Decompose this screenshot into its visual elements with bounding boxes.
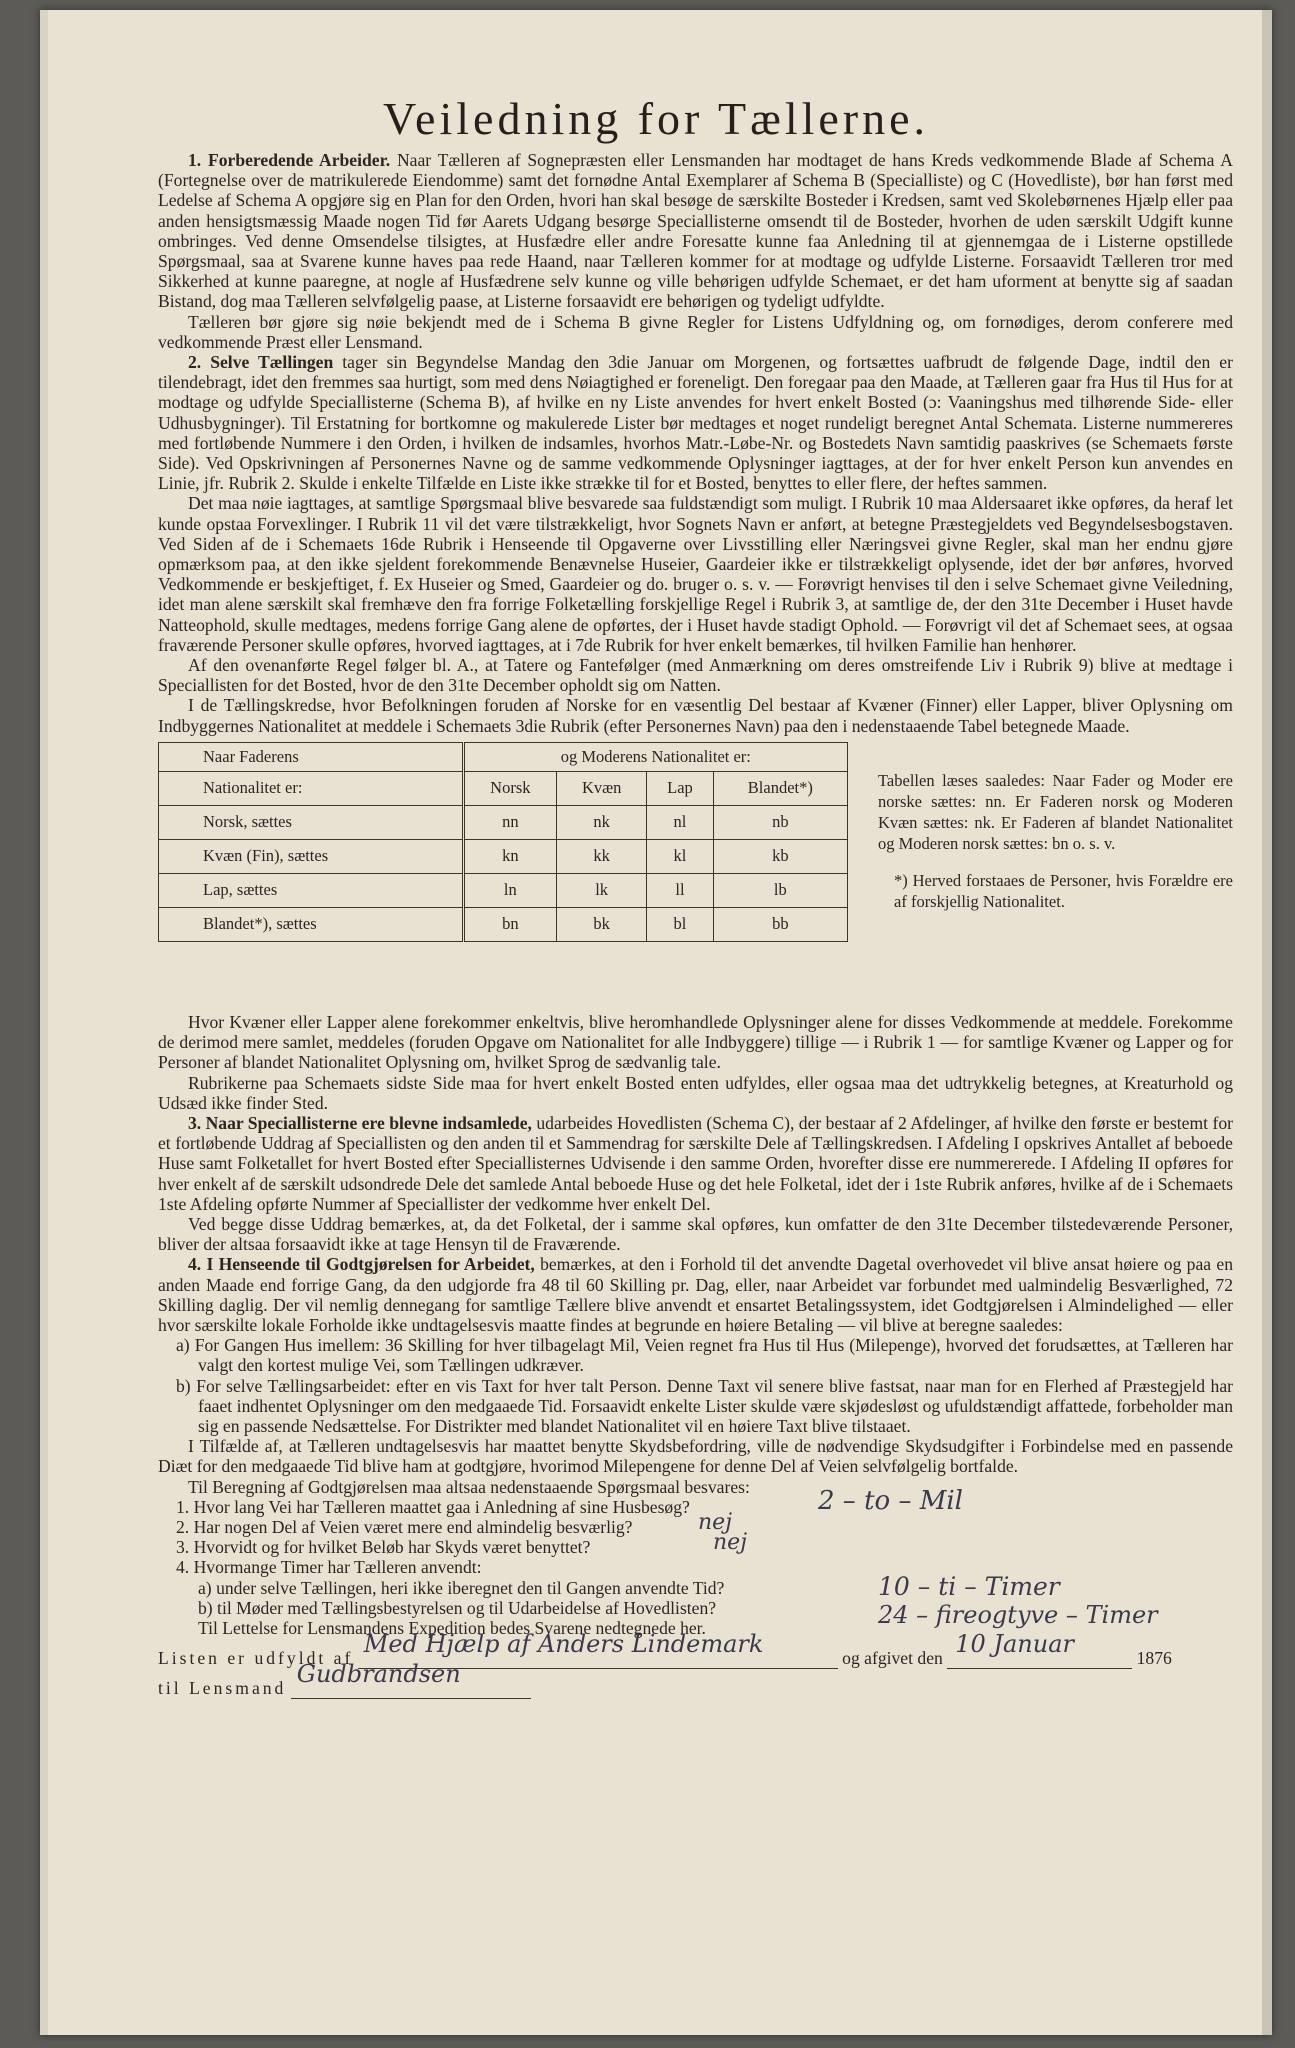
question-text: 4. Hvormange Timer har Tælleren anvendt:	[176, 1557, 482, 1578]
closing-note-text: Til Lettelse for Lensmandens Expedition bedes Svarene nedtegnede her.	[198, 1617, 706, 1638]
section-2-paragraph-4: I de Tællingskredse, hvor Befolkningen foruden af Norske for en væsentlig Del bestaar af Kvæner (Finner) eller Lapper, bliver Oplysning om Indbyggernes Nationalitet at meddele i Schemaets 3die Rubrik (efter Personernes Navn) paa den i nedenstaaende Tabel betegnede Maade.	[158, 695, 1233, 736]
section-2-paragraph-5: Hvor Kvæner eller Lapper alene forekommer enkeltvis, blive heromhandlede Oplysninger alene for disses Vedkommende at meddele. Forekomme de derimod mere samlet, meddeles (foruden Opgave om Nationalitet for alle Indbyggere) tillige — i Rubrik 1 — for samtlige Kvæner og Lapper og for Personer af blandet Nationalitet Oplysning om, hvilket Sprog de sædvanlig tale.	[158, 1011, 1233, 1073]
question-1	[158, 1497, 1233, 1517]
row-label: Kvæn (Fin), sættes	[159, 839, 464, 873]
table-head-mother: og Moderens Nationalitet er:	[463, 742, 847, 771]
question-4	[158, 1557, 1233, 1577]
table-col-header: Lap	[647, 771, 713, 805]
sig-text-2: og afgivet den	[842, 1648, 943, 1669]
instructions-body	[158, 150, 1233, 1708]
answer-3-handwritten: nej	[713, 1529, 748, 1555]
row-label: Lap, sættes	[159, 873, 464, 907]
section-1-paragraph-2: Tælleren bør gjøre sig nøie bekjendt med de i Schema B givne Regler for Listens Udfyldning og, om fornødiges, derom conferere med vedkommende Præst eller Lensmand.	[158, 311, 1233, 352]
table-cell: ln	[463, 873, 556, 907]
table-cell: bk	[557, 907, 647, 941]
sig-date-field	[947, 1630, 1132, 1669]
table-cell: nl	[647, 805, 713, 839]
question-text: b) til Møder med Tællingsbestyrelsen og til Udarbeidelse af Hovedlisten?	[198, 1597, 717, 1618]
section-2-paragraph-1	[158, 352, 1233, 493]
table-cell: lk	[557, 873, 647, 907]
sig-text-1: Listen er udfyldt af	[158, 1648, 354, 1669]
table-head-father-1: Naar Faderens	[159, 742, 464, 771]
sig-hand-1: Med Hjælp af Anders Lindemark	[363, 1630, 764, 1659]
table-col-header: Norsk	[463, 771, 556, 805]
section-4-paragraph-1	[158, 1254, 1233, 1335]
signature-line-2	[158, 1660, 1233, 1708]
table-footnote: *) Herved forstaaes de Personer, hvis Forældre ere af forskjellig Nationalitet.	[894, 870, 1233, 911]
section-4-text: bemærkes, at den i Forhold til det anvendte Dagetal overhovedet vil blive ansat høiere og paa en anden Maade end forrige Gang, da den udgjorde fra 48 til 60 Skilling pr. Dag, eller, naar Arbeidet var forbundet med ualmindelig Besværlighed, 72 Skilling daglig. Der vil nemlig dennegang for samtlige Tællere blive anvendt et ensartet Betalingssystem, idet Godtgjørelsen i Almindelighed — eller hvor særskilte lokale Forholde ikke undtagelsesvis maatte findes at begrunde en høiere Betaling — vil blive at beregne saaledes:	[158, 1254, 1233, 1335]
section-1-heading: 1. Forberedende Arbeider.	[188, 150, 391, 170]
payment-item-b: b) For selve Tællingsarbeidet: efter en vis Taxt for hver talt Person. Denne Taxt vil senere blive fastsat, naar man for en Flerhed af Præstegjeld har faaet indhentet Oplysninger om den medgaaede Tid. Forsaavidt enkelte Lister skulde være skjødesløst og ufuldstændigt affattede, forbeholder man sig en passende Nedsættelse. For Distrikter med blandet Nationalitet vil en høiere Taxt blive tilstaaet.	[176, 1375, 1233, 1436]
payment-items	[158, 1335, 1233, 1436]
sig-hand-date: 10 Januar	[955, 1630, 1074, 1659]
table-col-header: Kvæn	[557, 771, 647, 805]
section-2-paragraph-3: Af den ovenanførte Regel følger bl. A., at Tatere og Fantefølger (med Anmærkning om deres omstreifende Liv i Rubrik 9) blive at medtage i Speciallisten for det Bosted, hvor de den 31te December opholdt sig om Natten.	[158, 655, 1233, 696]
table-cell: kk	[557, 839, 647, 873]
row-label: Blandet*), sættes	[159, 907, 464, 941]
section-2-paragraph-2: Det maa nøie iagttages, at samtlige Spørgsmaal blive besvarede saa fuldstændigt som muligt. I Rubrik 10 maa Aldersaaret ikke opføres, da heraf let kunde opstaa Forvexlinger. I Rubrik 11 vil det være tilstrækkeligt, hvor Sognets Navn er anført, at betegne Præstegjeldets ved Begyndelsesbogstaven. Ved Siden af de i Schemaets 16de Rubrik i Henseende til Opgaverne over Livsstilling eller Næringsvei givne Regler, skal man her endnu gjøre opmærksom paa, at den ikke sjeldent forekommende Benævnelse Huseier, Gaardeier ikke er tilstrækkeligt oplysende, idet der bør anføres, hvorved Vedkommende er beskjeftiget, f. Ex Huseier og Smed, Gaardeier og do. bruger o. s. v. — Forøvrigt henvises til den i selve Schemaet givne Veiledning, idet man alene særskilt skal fremhæve den fra forrige Folketælling forskjellige Regel i Rubrik 3, at samtlige de, der den 31te December i Huset havde Natteophold, skulle medtages, medens forrige Gang alene de opførtes, der i Huset havde stadigt Ophold. — Forøvrigt vil det af Schemaet sees, at ogsaa fraværende Personer skulle opføres, hvorved iagttages, at i 7de Rubrik for hver enkelt bemærkes, til hvilken Familie han henhører.	[158, 493, 1233, 655]
section-2-heading: 2. Selve Tællingen	[188, 352, 334, 373]
question-text: 1. Hvor lang Vei har Tælleren maattet gaa i Anledning af sine Husbesøg?	[176, 1496, 690, 1517]
question-text: 2. Har nogen Del af Veien været mere end almindelig besværlig?	[176, 1516, 633, 1537]
table-cell: bn	[463, 907, 556, 941]
question-3	[158, 1537, 1233, 1557]
table-cell: lb	[713, 873, 847, 907]
table-cell: kn	[463, 839, 556, 873]
sig-hand-2: Gudbrandsen	[296, 1660, 461, 1689]
table-head-father-2: Nationalitet er:	[159, 771, 464, 805]
table-cell: nn	[463, 805, 556, 839]
page-title: Veiledning for Tællerne.	[382, 93, 930, 144]
sig-field-2	[291, 1660, 531, 1699]
table-cell: kb	[713, 839, 847, 873]
payment-item-a: a) For Gangen Hus imellem: 36 Skilling for hver tilbagelagt Mil, Veien regnet fra Hus til Hus (Milepenge), hvorved det forudsættes, at Tælleren har valgt den kortest mulige Vei, som Tællingen udkræver.	[176, 1335, 1233, 1376]
section-4-paragraph-2: I Tilfælde af, at Tælleren undtagelsesvis har maattet benytte Skydsbefordring, ville de nødvendige Skydsudgifter i Forbindelse med en passende Diæt for den medgaaede Tid blive ham at godtgjøre, hvorimod Milepengene for denne Del af Veien selvfølgelig bortfalde.	[158, 1436, 1233, 1477]
page-left-edge	[40, 10, 48, 2035]
section-2-paragraph-6: Rubrikerne paa Schemaets sidste Side maa for hvert enkelt Bosted enten udfyldes, eller ogsaa maa det udtrykkelig betegnes, at Kreaturhold og Udsæd ikke finder Sted.	[158, 1072, 1233, 1113]
table-row	[159, 839, 848, 873]
answer-2-handwritten: nej	[698, 1509, 733, 1535]
sig-text-3: til Lensmand	[158, 1678, 287, 1699]
row-label: Norsk, sættes	[159, 805, 464, 839]
table-col-header: Blandet*)	[713, 771, 847, 805]
page-right-edge	[1262, 10, 1272, 2035]
sig-year: 1876	[1136, 1648, 1172, 1669]
answer-4b-handwritten: 24 – fireogtyve – Timer	[878, 1600, 1158, 1629]
document-page	[40, 10, 1272, 2035]
answer-4a-handwritten: 10 – ti – Timer	[878, 1571, 1060, 1601]
table-row	[159, 805, 848, 839]
section-1-paragraph-1	[158, 150, 1233, 312]
table-cell: nb	[713, 805, 847, 839]
question-4a	[158, 1571, 1233, 1601]
table-cell: ll	[647, 873, 713, 907]
table-note: Tabellen læses saaledes: Naar Fader og Moder ere norske sættes: nn. Er Faderen norsk og Moderen Kvæn sættes: nk. Er Faderen af blandet Nationalitet og Moderen norsk sættes: bn o. s. v.	[878, 770, 1233, 853]
section-3-heading: 3. Naar Speciallisterne ere blevne indsamlede,	[188, 1112, 532, 1133]
question-text: 3. Hvorvidt og for hvilket Beløb har Skyds været benyttet?	[176, 1537, 591, 1558]
section-4-heading: 4. I Henseende til Godtgjørelsen for Arbeidet,	[188, 1254, 535, 1275]
table-explanation	[878, 770, 1233, 912]
section-3-paragraph-2: Ved begge disse Uddrag bemærkes, at, da det Folketal, der i samme skal opføres, kun omfatter de den 31te December tilstedeværende Personer, bliver der altsaa forsaavidt ikke at tage Hensyn til de Fraværende.	[158, 1213, 1233, 1255]
nationality-table-block	[158, 742, 1233, 1004]
answer-1-handwritten: 2 – to – Mil	[818, 1485, 963, 1516]
table-cell: kl	[647, 839, 713, 873]
section-4-paragraph-3: Til Beregning af Godtgjørelsen maa altsaa nedenstaaende Spørgsmaal besvares:	[188, 1476, 750, 1497]
table-cell: nk	[557, 805, 647, 839]
section-1-text: Naar Tælleren af Sognepræsten eller Lensmanden har modtaget de hans Kreds vedkommende Blade af Schema A (Fortegnelse over de matrikulerede Eiendomme) samt det fornødne Antal Exemplarer af Schema B (Specialliste) og C (Hovedliste), bør han først med Ledelse af Schema A opgjøre sig en Plan for den Orden, hvori han skal besøge de særskilte Bosteder i Kredsen, samt ved Skolebørnenes Hjælp eller paa anden hensigtsmæssig Maade nogen Tid før Aarets Udgang besørge Speciallisterne omsendt til de Bosteder, hvorhen de uden særskilt Udgift kunne ombringes. Ved denne Omsendelse tilsigtes, at Husfædre eller andre Foresatte kunne faa Anledning til at gjennemgaa de i Listerne opstillede Spørgsmaal, saa at Svarene kunne haves paa rede Haand, naar Tælleren kommer for at modtage og udfylde Listerne. Forsaavidt Tælleren tror med Sikkerhed at kunne paaregne, at nogle af Husfædrene selv kunne og ville behørigen udfylde Schemaet, er det ham uforment at benytte sig af saadan Bistand, dog maa Tælleren selvfølgelig paase, at Listerne forsaavidt ere behørigen og tydeligt udfyldte.	[158, 150, 1233, 312]
section-3-paragraph-1	[158, 1113, 1233, 1214]
table-row	[159, 907, 848, 941]
question-text: a) under selve Tællingen, heri ikke iberegnet den til Gangen anvendte Tid?	[198, 1577, 725, 1598]
table-row	[159, 873, 848, 907]
table-cell: bb	[713, 907, 847, 941]
nationality-table	[158, 742, 848, 942]
question-2	[158, 1517, 1233, 1537]
table-cell: bl	[647, 907, 713, 941]
section-2-text: tager sin Begyndelse Mandag den 3die Januar om Morgenen, og fortsættes uafbrudt de følgende Dage, indtil den er tilendebragt, idet den fremmes saa hurtigt, som med dens Nøiagtighed er foreneligt. Den foregaar paa den Maade, at Tælleren gaar fra Hus til Hus for at modtage og udfylde Speciallisterne (Schema B), af hvilke en ny Liste anvendes for hvert enkelt Bosted (ɔ: Vaaningshus med tilhørende Side- eller Udhusbygninger). Til Erstatning for bortkomne og makulerede Lister bør medtages et noget rundeligt beregnet Antal Schemata. Listerne nummereres med fortløbende Nummere i den Orden, i hvilken de indsamles, hvorhos Matr.-Løbe-Nr. og Bostedets Navn samtidig paaskrives (se Schemaets første Side). Ved Opskrivningen af Personernes Navne og de samme vedkommende Oplysninger iagttages, at der for hver enkelt Person kun anvendes en Linie, jfr. Rubrik 2. Skulde i enkelte Tilfælde en Liste ikke strække til for et Bosted, benyttes to eller flere, der heftes sammen.	[158, 352, 1233, 494]
section-3-text: udarbeides Hovedlisten (Schema C), der bestaar af 2 Afdelinger, af hvilke den første er bestemt for et fortløbende Uddrag af Speciallisten og den anden til et Sammendrag for særskilte Dele af Tællingskredsen. I Afdeling I opskrives Antallet af beboede Huse samt Folketallet for hvert Bosted efter Speciallisternes Udvisende i den samme Orden, hvorefter disse ere nummererede. I Afdeling II opføres for hver enkelt af de særskilt udsondrede Dele det samlede Antal beboede Huse og det hele Folketal, idet der i 1ste Rubrik anføres, hvilke af de i Schemaets 1ste Afdeling opførte Nummer af Speciallister der vedkomme hver enkelt Del.	[158, 1112, 1233, 1214]
